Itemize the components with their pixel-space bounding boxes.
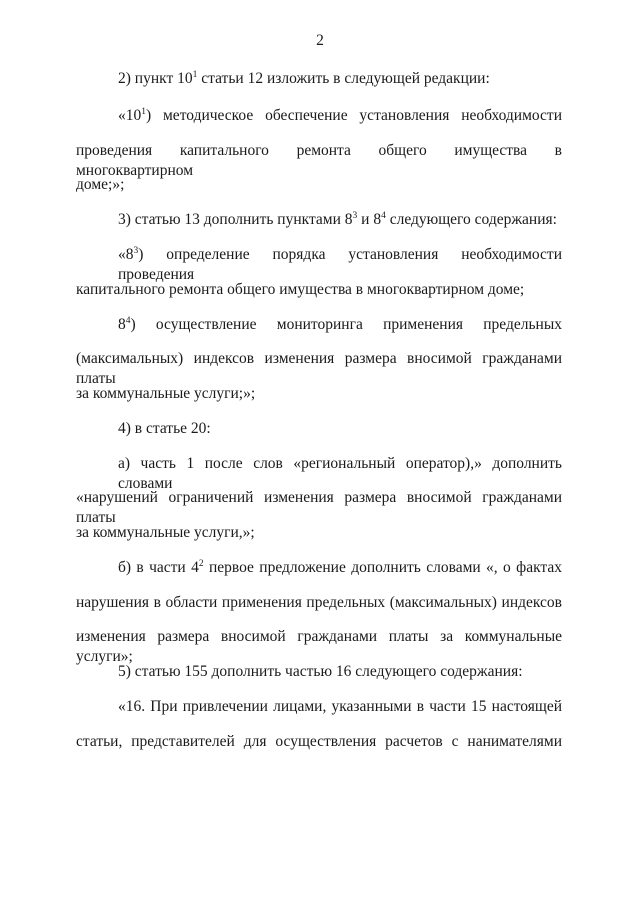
text-line-13: «нарушений ограничений изменения размера вносимой гражданами платы — [76, 489, 562, 526]
text-line-10: за коммунальные услуги;»; — [76, 385, 256, 402]
text-line-1: 2) пункт $10^1$ статьи 12 изложить в следующей редакции: — [118, 70, 490, 87]
text-line-20: статьи, представителей для осуществления расчетов с нанимателями — [76, 733, 562, 750]
text-line-8: $8^4$) осуществление мониторинга применения предельных — [118, 316, 562, 333]
text-line-3: проведения капитального ремонта общего имущества в многоквартирном — [76, 142, 562, 179]
text-line-11: 4) в статье 20: — [118, 420, 211, 437]
text-line-17: изменения размера вносимой гражданами платы за коммунальные услуги»; — [76, 628, 562, 665]
text-line-18: 5) статью 155 дополнить частью 16 следующего содержания: — [118, 663, 523, 680]
text-line-6: «$8^3$) определение порядка установления необходимости проведения — [118, 246, 562, 283]
text-line-4: доме;»; — [76, 176, 125, 193]
page-number: 2 — [316, 32, 324, 49]
text-line-14: за коммунальные услуги,»; — [76, 524, 255, 541]
text-line-7: капитального ремонта общего имущества в многоквартирном доме; — [76, 281, 525, 298]
text-line-12: а) часть 1 после слов «региональный оператор),» дополнить словами — [118, 455, 562, 492]
text-line-5: 3) статью 13 дополнить пунктами $8^3$ и $8^4$ следующего содержания: — [118, 211, 557, 228]
text-line-19: «16. При привлечении лицами, указанными в части 15 настоящей — [118, 698, 562, 715]
text-line-16: нарушения в области применения предельных (максимальных) индексов — [76, 594, 562, 611]
text-line-2: «$10^1$) методическое обеспечение установления необходимости — [118, 107, 562, 124]
text-line-9: (максимальных) индексов изменения размера вносимой гражданами платы — [76, 350, 562, 387]
text-line-15: б) в части $4^2$ первое предложение дополнить словами «, о фактах — [118, 559, 562, 576]
